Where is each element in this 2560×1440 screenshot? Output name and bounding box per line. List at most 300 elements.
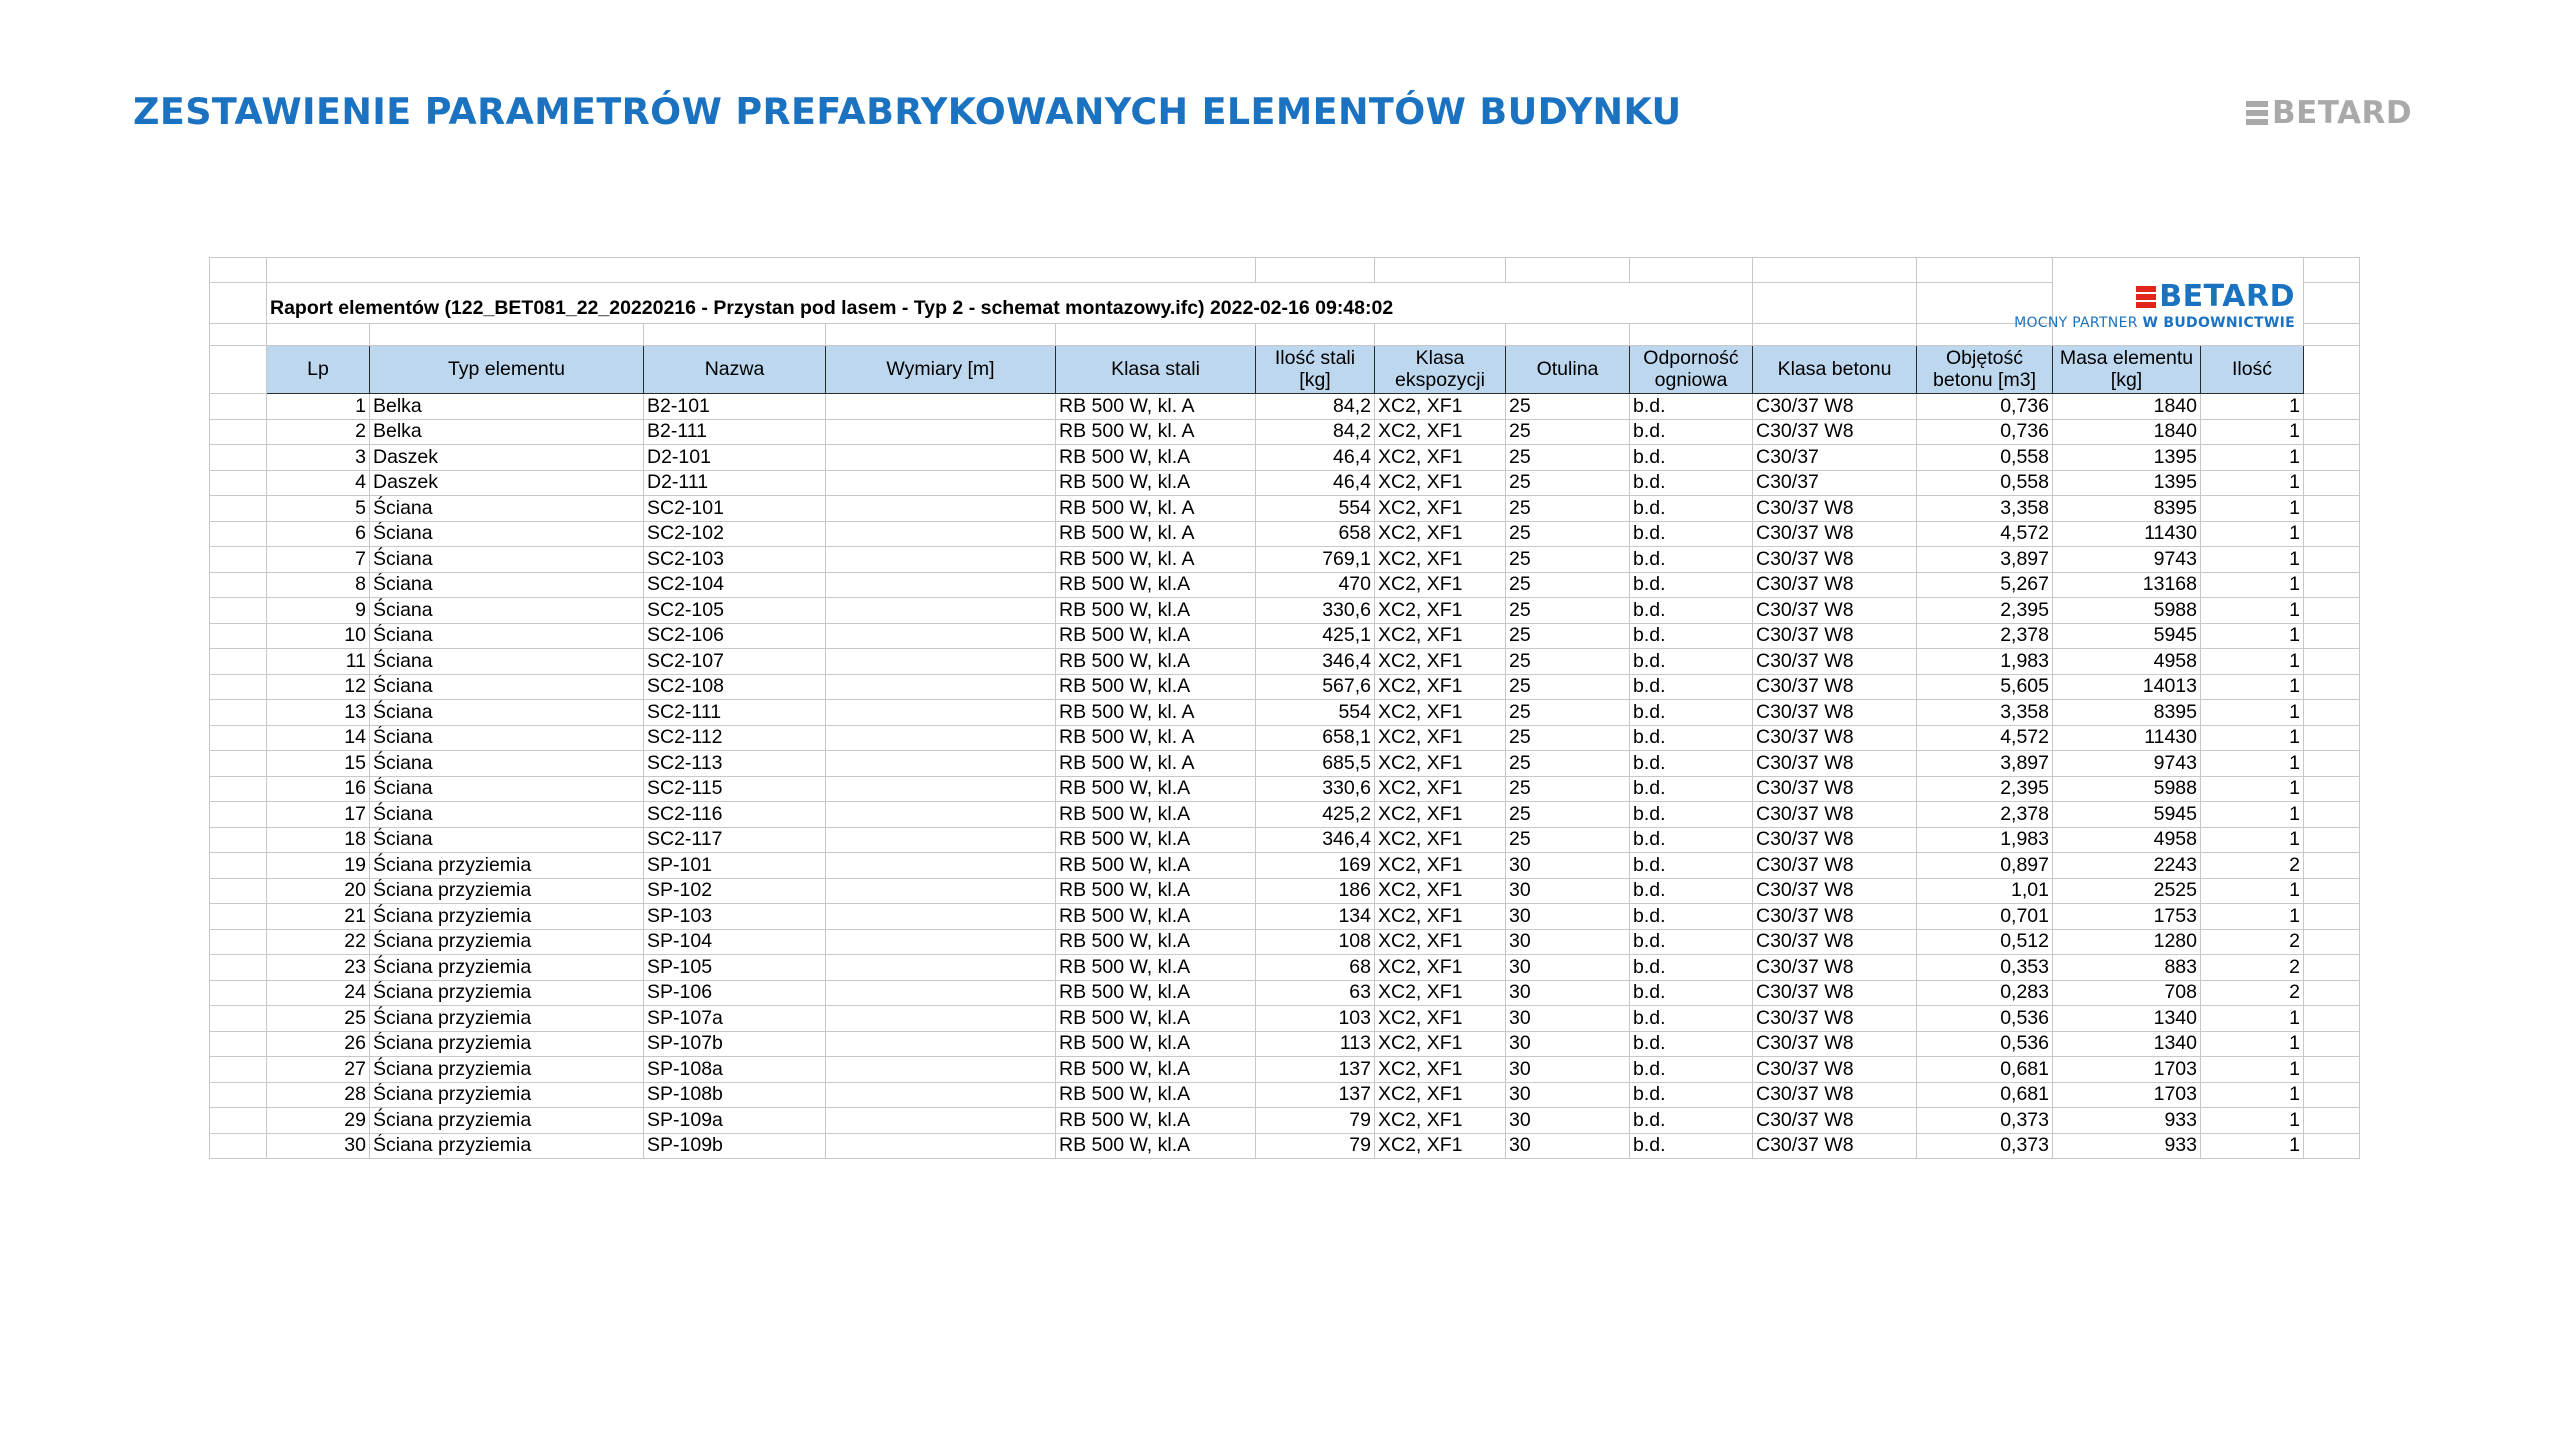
- table-cell[interactable]: [826, 751, 1056, 777]
- table-cell[interactable]: 2: [2201, 853, 2304, 879]
- table-cell[interactable]: RB 500 W, kl. A: [1056, 419, 1256, 445]
- table-cell[interactable]: RB 500 W, kl.A: [1056, 1108, 1256, 1134]
- table-cell[interactable]: XC2, XF1: [1375, 904, 1506, 930]
- table-cell[interactable]: [826, 929, 1056, 955]
- table-cell[interactable]: b.d.: [1630, 547, 1753, 573]
- table-cell[interactable]: Belka: [370, 419, 644, 445]
- table-cell[interactable]: Ściana przyziemia: [370, 929, 644, 955]
- table-cell[interactable]: 8: [267, 572, 370, 598]
- table-cell[interactable]: 108: [1256, 929, 1375, 955]
- table-cell[interactable]: 4,572: [1917, 521, 2053, 547]
- table-cell[interactable]: SC2-112: [644, 725, 826, 751]
- table-cell[interactable]: b.d.: [1630, 674, 1753, 700]
- table-cell[interactable]: 13: [267, 700, 370, 726]
- table-cell[interactable]: XC2, XF1: [1375, 700, 1506, 726]
- table-cell[interactable]: 6: [267, 521, 370, 547]
- table-cell[interactable]: 3,897: [1917, 547, 2053, 573]
- table-cell[interactable]: 1: [2201, 802, 2304, 828]
- table-cell[interactable]: 8395: [2053, 700, 2201, 726]
- table-cell[interactable]: b.d.: [1630, 572, 1753, 598]
- table-cell[interactable]: SC2-105: [644, 598, 826, 624]
- table-cell[interactable]: [826, 980, 1056, 1006]
- table-cell[interactable]: 470: [1256, 572, 1375, 598]
- table-cell[interactable]: 30: [1506, 1006, 1630, 1032]
- column-header[interactable]: Klasa ekspozycji: [1375, 346, 1506, 394]
- table-cell[interactable]: b.d.: [1630, 394, 1753, 420]
- table-cell[interactable]: XC2, XF1: [1375, 827, 1506, 853]
- table-cell[interactable]: SC2-117: [644, 827, 826, 853]
- table-cell[interactable]: Ściana: [370, 521, 644, 547]
- table-cell[interactable]: XC2, XF1: [1375, 496, 1506, 522]
- table-cell[interactable]: RB 500 W, kl. A: [1056, 725, 1256, 751]
- table-cell[interactable]: C30/37 W8: [1753, 394, 1917, 420]
- table-cell[interactable]: XC2, XF1: [1375, 394, 1506, 420]
- table-cell[interactable]: XC2, XF1: [1375, 598, 1506, 624]
- table-cell[interactable]: 63: [1256, 980, 1375, 1006]
- table-cell[interactable]: 25: [1506, 649, 1630, 675]
- table-cell[interactable]: 883: [2053, 955, 2201, 981]
- table-cell[interactable]: XC2, XF1: [1375, 878, 1506, 904]
- table-cell[interactable]: 68: [1256, 955, 1375, 981]
- table-cell[interactable]: 933: [2053, 1108, 2201, 1134]
- table-cell[interactable]: 1: [267, 394, 370, 420]
- table-cell[interactable]: [826, 1006, 1056, 1032]
- table-cell[interactable]: SC2-113: [644, 751, 826, 777]
- table-cell[interactable]: b.d.: [1630, 1108, 1753, 1134]
- table-cell[interactable]: 18: [267, 827, 370, 853]
- table-cell[interactable]: SP-107b: [644, 1031, 826, 1057]
- table-cell[interactable]: SP-107a: [644, 1006, 826, 1032]
- table-cell[interactable]: 685,5: [1256, 751, 1375, 777]
- table-cell[interactable]: 2: [2201, 980, 2304, 1006]
- table-cell[interactable]: 137: [1256, 1082, 1375, 1108]
- table-cell[interactable]: RB 500 W, kl.A: [1056, 878, 1256, 904]
- table-cell[interactable]: 17: [267, 802, 370, 828]
- table-cell[interactable]: [826, 623, 1056, 649]
- table-cell[interactable]: b.d.: [1630, 878, 1753, 904]
- table-cell[interactable]: RB 500 W, kl.A: [1056, 623, 1256, 649]
- table-cell[interactable]: [826, 700, 1056, 726]
- table-cell[interactable]: SP-105: [644, 955, 826, 981]
- table-cell[interactable]: [826, 827, 1056, 853]
- table-cell[interactable]: SP-102: [644, 878, 826, 904]
- table-cell[interactable]: 3,358: [1917, 700, 2053, 726]
- table-cell[interactable]: 15: [267, 751, 370, 777]
- table-cell[interactable]: Ściana: [370, 496, 644, 522]
- table-cell[interactable]: b.d.: [1630, 751, 1753, 777]
- table-cell[interactable]: 5945: [2053, 802, 2201, 828]
- table-cell[interactable]: C30/37 W8: [1753, 878, 1917, 904]
- table-cell[interactable]: 1395: [2053, 470, 2201, 496]
- table-cell[interactable]: 25: [1506, 623, 1630, 649]
- table-cell[interactable]: 2: [2201, 929, 2304, 955]
- table-cell[interactable]: [826, 955, 1056, 981]
- table-cell[interactable]: 1: [2201, 878, 2304, 904]
- table-cell[interactable]: b.d.: [1630, 1133, 1753, 1159]
- table-cell[interactable]: 1340: [2053, 1031, 2201, 1057]
- table-cell[interactable]: 30: [1506, 955, 1630, 981]
- table-cell[interactable]: 25: [1506, 419, 1630, 445]
- table-cell[interactable]: Daszek: [370, 445, 644, 471]
- table-cell[interactable]: RB 500 W, kl.A: [1056, 1031, 1256, 1057]
- table-cell[interactable]: b.d.: [1630, 419, 1753, 445]
- table-cell[interactable]: RB 500 W, kl.A: [1056, 1082, 1256, 1108]
- table-cell[interactable]: Ściana: [370, 598, 644, 624]
- table-cell[interactable]: 658,1: [1256, 725, 1375, 751]
- table-cell[interactable]: Ściana przyziemia: [370, 1082, 644, 1108]
- table-cell[interactable]: RB 500 W, kl.A: [1056, 674, 1256, 700]
- table-cell[interactable]: b.d.: [1630, 827, 1753, 853]
- table-cell[interactable]: 25: [1506, 674, 1630, 700]
- table-cell[interactable]: [826, 598, 1056, 624]
- table-cell[interactable]: 1: [2201, 445, 2304, 471]
- table-cell[interactable]: Ściana przyziemia: [370, 1133, 644, 1159]
- table-cell[interactable]: 30: [1506, 1082, 1630, 1108]
- table-cell[interactable]: 9743: [2053, 547, 2201, 573]
- table-cell[interactable]: [826, 394, 1056, 420]
- table-cell[interactable]: 25: [1506, 547, 1630, 573]
- table-cell[interactable]: Ściana przyziemia: [370, 878, 644, 904]
- table-cell[interactable]: 1280: [2053, 929, 2201, 955]
- table-cell[interactable]: 1: [2201, 776, 2304, 802]
- table-cell[interactable]: RB 500 W, kl.A: [1056, 802, 1256, 828]
- table-cell[interactable]: b.d.: [1630, 1006, 1753, 1032]
- table-cell[interactable]: Ściana: [370, 827, 644, 853]
- table-cell[interactable]: RB 500 W, kl.A: [1056, 827, 1256, 853]
- table-cell[interactable]: 4: [267, 470, 370, 496]
- table-cell[interactable]: 23: [267, 955, 370, 981]
- table-cell[interactable]: XC2, XF1: [1375, 470, 1506, 496]
- table-cell[interactable]: 137: [1256, 1057, 1375, 1083]
- table-cell[interactable]: [826, 547, 1056, 573]
- table-cell[interactable]: [826, 1057, 1056, 1083]
- table-cell[interactable]: 26: [267, 1031, 370, 1057]
- table-cell[interactable]: 11430: [2053, 521, 2201, 547]
- table-cell[interactable]: RB 500 W, kl. A: [1056, 700, 1256, 726]
- table-cell[interactable]: 708: [2053, 980, 2201, 1006]
- table-cell[interactable]: 1: [2201, 394, 2304, 420]
- table-cell[interactable]: XC2, XF1: [1375, 980, 1506, 1006]
- table-cell[interactable]: 134: [1256, 904, 1375, 930]
- table-cell[interactable]: b.d.: [1630, 1057, 1753, 1083]
- table-cell[interactable]: 5988: [2053, 776, 2201, 802]
- table-cell[interactable]: 3,358: [1917, 496, 2053, 522]
- table-cell[interactable]: 2: [2201, 955, 2304, 981]
- table-cell[interactable]: C30/37 W8: [1753, 1031, 1917, 1057]
- table-cell[interactable]: 19: [267, 853, 370, 879]
- table-cell[interactable]: b.d.: [1630, 521, 1753, 547]
- table-cell[interactable]: C30/37 W8: [1753, 623, 1917, 649]
- table-cell[interactable]: SC2-115: [644, 776, 826, 802]
- table-cell[interactable]: SC2-111: [644, 700, 826, 726]
- table-cell[interactable]: RB 500 W, kl.A: [1056, 776, 1256, 802]
- column-header[interactable]: Odporność ogniowa: [1630, 346, 1753, 394]
- table-cell[interactable]: SC2-106: [644, 623, 826, 649]
- table-cell[interactable]: 22: [267, 929, 370, 955]
- table-cell[interactable]: 769,1: [1256, 547, 1375, 573]
- table-cell[interactable]: SC2-103: [644, 547, 826, 573]
- column-header[interactable]: Lp: [267, 346, 370, 394]
- table-cell[interactable]: C30/37 W8: [1753, 598, 1917, 624]
- table-cell[interactable]: b.d.: [1630, 802, 1753, 828]
- table-cell[interactable]: XC2, XF1: [1375, 1108, 1506, 1134]
- table-cell[interactable]: 1: [2201, 674, 2304, 700]
- table-cell[interactable]: 0,681: [1917, 1082, 2053, 1108]
- table-cell[interactable]: b.d.: [1630, 980, 1753, 1006]
- table-cell[interactable]: 25: [267, 1006, 370, 1032]
- table-cell[interactable]: XC2, XF1: [1375, 649, 1506, 675]
- table-cell[interactable]: 25: [1506, 470, 1630, 496]
- table-cell[interactable]: b.d.: [1630, 929, 1753, 955]
- table-cell[interactable]: 84,2: [1256, 394, 1375, 420]
- table-cell[interactable]: C30/37 W8: [1753, 751, 1917, 777]
- table-cell[interactable]: RB 500 W, kl.A: [1056, 598, 1256, 624]
- table-cell[interactable]: [826, 878, 1056, 904]
- table-cell[interactable]: C30/37 W8: [1753, 904, 1917, 930]
- column-header[interactable]: Objętość betonu [m3]: [1917, 346, 2053, 394]
- table-cell[interactable]: 2,378: [1917, 623, 2053, 649]
- table-cell[interactable]: [826, 674, 1056, 700]
- table-cell[interactable]: 25: [1506, 751, 1630, 777]
- table-cell[interactable]: [826, 853, 1056, 879]
- table-cell[interactable]: C30/37 W8: [1753, 929, 1917, 955]
- table-cell[interactable]: 1840: [2053, 419, 2201, 445]
- table-cell[interactable]: 1: [2201, 623, 2304, 649]
- table-cell[interactable]: 30: [1506, 980, 1630, 1006]
- table-cell[interactable]: Ściana: [370, 751, 644, 777]
- table-cell[interactable]: 1,01: [1917, 878, 2053, 904]
- table-cell[interactable]: SP-108b: [644, 1082, 826, 1108]
- table-cell[interactable]: 5: [267, 496, 370, 522]
- table-cell[interactable]: Ściana przyziemia: [370, 1057, 644, 1083]
- table-cell[interactable]: 0,512: [1917, 929, 2053, 955]
- table-cell[interactable]: C30/37 W8: [1753, 700, 1917, 726]
- table-cell[interactable]: B2-111: [644, 419, 826, 445]
- table-cell[interactable]: 1: [2201, 649, 2304, 675]
- table-cell[interactable]: 25: [1506, 802, 1630, 828]
- table-cell[interactable]: 330,6: [1256, 776, 1375, 802]
- table-cell[interactable]: b.d.: [1630, 496, 1753, 522]
- table-cell[interactable]: 11430: [2053, 725, 2201, 751]
- table-cell[interactable]: b.d.: [1630, 623, 1753, 649]
- table-cell[interactable]: XC2, XF1: [1375, 1031, 1506, 1057]
- table-cell[interactable]: XC2, XF1: [1375, 955, 1506, 981]
- table-cell[interactable]: [826, 1031, 1056, 1057]
- table-cell[interactable]: 25: [1506, 496, 1630, 522]
- table-cell[interactable]: RB 500 W, kl. A: [1056, 496, 1256, 522]
- table-cell[interactable]: SP-109a: [644, 1108, 826, 1134]
- table-cell[interactable]: 1753: [2053, 904, 2201, 930]
- table-cell[interactable]: 0,373: [1917, 1133, 2053, 1159]
- table-cell[interactable]: 28: [267, 1082, 370, 1108]
- table-cell[interactable]: Ściana przyziemia: [370, 1006, 644, 1032]
- table-cell[interactable]: XC2, XF1: [1375, 623, 1506, 649]
- table-cell[interactable]: C30/37 W8: [1753, 674, 1917, 700]
- table-cell[interactable]: RB 500 W, kl.A: [1056, 470, 1256, 496]
- table-cell[interactable]: 5,605: [1917, 674, 2053, 700]
- table-cell[interactable]: Ściana: [370, 572, 644, 598]
- table-cell[interactable]: 346,4: [1256, 649, 1375, 675]
- table-cell[interactable]: C30/37 W8: [1753, 419, 1917, 445]
- table-cell[interactable]: XC2, XF1: [1375, 445, 1506, 471]
- table-cell[interactable]: 1: [2201, 1082, 2304, 1108]
- table-cell[interactable]: 5988: [2053, 598, 2201, 624]
- table-cell[interactable]: 30: [1506, 929, 1630, 955]
- table-cell[interactable]: [826, 445, 1056, 471]
- table-cell[interactable]: 30: [1506, 1057, 1630, 1083]
- table-cell[interactable]: 169: [1256, 853, 1375, 879]
- table-cell[interactable]: SC2-101: [644, 496, 826, 522]
- column-header[interactable]: Ilość stali [kg]: [1256, 346, 1375, 394]
- table-cell[interactable]: 2525: [2053, 878, 2201, 904]
- table-cell[interactable]: 79: [1256, 1108, 1375, 1134]
- table-cell[interactable]: 1703: [2053, 1057, 2201, 1083]
- table-cell[interactable]: b.d.: [1630, 700, 1753, 726]
- table-cell[interactable]: RB 500 W, kl.A: [1056, 853, 1256, 879]
- column-header[interactable]: Nazwa: [644, 346, 826, 394]
- table-cell[interactable]: RB 500 W, kl.A: [1056, 649, 1256, 675]
- table-cell[interactable]: 30: [1506, 853, 1630, 879]
- table-cell[interactable]: 1: [2201, 751, 2304, 777]
- table-cell[interactable]: RB 500 W, kl. A: [1056, 394, 1256, 420]
- table-cell[interactable]: 14013: [2053, 674, 2201, 700]
- table-cell[interactable]: [826, 802, 1056, 828]
- table-cell[interactable]: 0,536: [1917, 1006, 2053, 1032]
- table-cell[interactable]: Ściana: [370, 725, 644, 751]
- column-header[interactable]: Ilość: [2201, 346, 2304, 394]
- table-cell[interactable]: [826, 521, 1056, 547]
- table-cell[interactable]: SP-106: [644, 980, 826, 1006]
- table-cell[interactable]: XC2, XF1: [1375, 419, 1506, 445]
- table-cell[interactable]: Ściana: [370, 802, 644, 828]
- table-cell[interactable]: 3,897: [1917, 751, 2053, 777]
- table-cell[interactable]: XC2, XF1: [1375, 853, 1506, 879]
- table-cell[interactable]: 0,736: [1917, 419, 2053, 445]
- table-cell[interactable]: 0,283: [1917, 980, 2053, 1006]
- table-cell[interactable]: [826, 1108, 1056, 1134]
- table-cell[interactable]: 5,267: [1917, 572, 2053, 598]
- table-cell[interactable]: 30: [267, 1133, 370, 1159]
- table-cell[interactable]: 25: [1506, 394, 1630, 420]
- table-cell[interactable]: 30: [1506, 1133, 1630, 1159]
- table-cell[interactable]: RB 500 W, kl.A: [1056, 1057, 1256, 1083]
- table-cell[interactable]: 30: [1506, 1108, 1630, 1134]
- table-cell[interactable]: [826, 1133, 1056, 1159]
- table-cell[interactable]: Ściana przyziemia: [370, 853, 644, 879]
- table-cell[interactable]: Ściana przyziemia: [370, 1108, 644, 1134]
- table-cell[interactable]: b.d.: [1630, 955, 1753, 981]
- table-cell[interactable]: 29: [267, 1108, 370, 1134]
- table-cell[interactable]: Ściana: [370, 623, 644, 649]
- table-cell[interactable]: 1: [2201, 419, 2304, 445]
- table-cell[interactable]: 1: [2201, 572, 2304, 598]
- table-cell[interactable]: 425,1: [1256, 623, 1375, 649]
- table-cell[interactable]: [826, 649, 1056, 675]
- table-cell[interactable]: 0,681: [1917, 1057, 2053, 1083]
- column-header[interactable]: Klasa betonu: [1753, 346, 1917, 394]
- table-cell[interactable]: 1340: [2053, 1006, 2201, 1032]
- table-cell[interactable]: 1: [2201, 598, 2304, 624]
- table-cell[interactable]: B2-101: [644, 394, 826, 420]
- table-cell[interactable]: RB 500 W, kl.A: [1056, 1133, 1256, 1159]
- table-cell[interactable]: 1,983: [1917, 827, 2053, 853]
- table-cell[interactable]: RB 500 W, kl. A: [1056, 751, 1256, 777]
- table-cell[interactable]: XC2, XF1: [1375, 802, 1506, 828]
- column-header[interactable]: Klasa stali: [1056, 346, 1256, 394]
- table-cell[interactable]: C30/37 W8: [1753, 776, 1917, 802]
- table-cell[interactable]: 9: [267, 598, 370, 624]
- table-cell[interactable]: D2-111: [644, 470, 826, 496]
- table-cell[interactable]: XC2, XF1: [1375, 929, 1506, 955]
- table-cell[interactable]: SC2-102: [644, 521, 826, 547]
- table-cell[interactable]: 4,572: [1917, 725, 2053, 751]
- table-cell[interactable]: 0,536: [1917, 1031, 2053, 1057]
- table-cell[interactable]: 27: [267, 1057, 370, 1083]
- table-cell[interactable]: SP-103: [644, 904, 826, 930]
- table-cell[interactable]: C30/37 W8: [1753, 827, 1917, 853]
- table-cell[interactable]: SP-101: [644, 853, 826, 879]
- table-cell[interactable]: Ściana: [370, 649, 644, 675]
- table-cell[interactable]: C30/37 W8: [1753, 649, 1917, 675]
- table-cell[interactable]: SC2-108: [644, 674, 826, 700]
- table-cell[interactable]: 0,558: [1917, 470, 2053, 496]
- table-cell[interactable]: 2,378: [1917, 802, 2053, 828]
- table-cell[interactable]: Ściana: [370, 674, 644, 700]
- table-cell[interactable]: b.d.: [1630, 904, 1753, 930]
- table-cell[interactable]: [826, 1082, 1056, 1108]
- table-cell[interactable]: [826, 419, 1056, 445]
- table-cell[interactable]: 0,558: [1917, 445, 2053, 471]
- table-cell[interactable]: C30/37 W8: [1753, 1108, 1917, 1134]
- table-cell[interactable]: C30/37: [1753, 470, 1917, 496]
- table-cell[interactable]: XC2, XF1: [1375, 547, 1506, 573]
- table-cell[interactable]: RB 500 W, kl.A: [1056, 955, 1256, 981]
- table-cell[interactable]: 0,736: [1917, 394, 2053, 420]
- table-cell[interactable]: SP-108a: [644, 1057, 826, 1083]
- table-cell[interactable]: 25: [1506, 776, 1630, 802]
- table-cell[interactable]: Ściana: [370, 776, 644, 802]
- table-cell[interactable]: [826, 470, 1056, 496]
- table-cell[interactable]: b.d.: [1630, 1082, 1753, 1108]
- table-cell[interactable]: 2,395: [1917, 598, 2053, 624]
- table-cell[interactable]: 4958: [2053, 649, 2201, 675]
- table-cell[interactable]: SC2-104: [644, 572, 826, 598]
- table-cell[interactable]: C30/37 W8: [1753, 496, 1917, 522]
- table-cell[interactable]: b.d.: [1630, 853, 1753, 879]
- table-cell[interactable]: C30/37 W8: [1753, 1133, 1917, 1159]
- table-cell[interactable]: b.d.: [1630, 1031, 1753, 1057]
- table-cell[interactable]: C30/37 W8: [1753, 853, 1917, 879]
- table-cell[interactable]: 1: [2201, 700, 2304, 726]
- table-cell[interactable]: 10: [267, 623, 370, 649]
- table-cell[interactable]: 25: [1506, 445, 1630, 471]
- table-cell[interactable]: 186: [1256, 878, 1375, 904]
- table-cell[interactable]: [826, 776, 1056, 802]
- table-cell[interactable]: 14: [267, 725, 370, 751]
- table-cell[interactable]: 1,983: [1917, 649, 2053, 675]
- table-cell[interactable]: Ściana przyziemia: [370, 904, 644, 930]
- table-cell[interactable]: 1: [2201, 827, 2304, 853]
- table-cell[interactable]: XC2, XF1: [1375, 1057, 1506, 1083]
- table-cell[interactable]: 2: [267, 419, 370, 445]
- table-cell[interactable]: C30/37 W8: [1753, 1082, 1917, 1108]
- table-cell[interactable]: SP-104: [644, 929, 826, 955]
- table-cell[interactable]: 0,353: [1917, 955, 2053, 981]
- table-cell[interactable]: b.d.: [1630, 445, 1753, 471]
- table-cell[interactable]: 25: [1506, 700, 1630, 726]
- table-cell[interactable]: 8395: [2053, 496, 2201, 522]
- table-cell[interactable]: 2,395: [1917, 776, 2053, 802]
